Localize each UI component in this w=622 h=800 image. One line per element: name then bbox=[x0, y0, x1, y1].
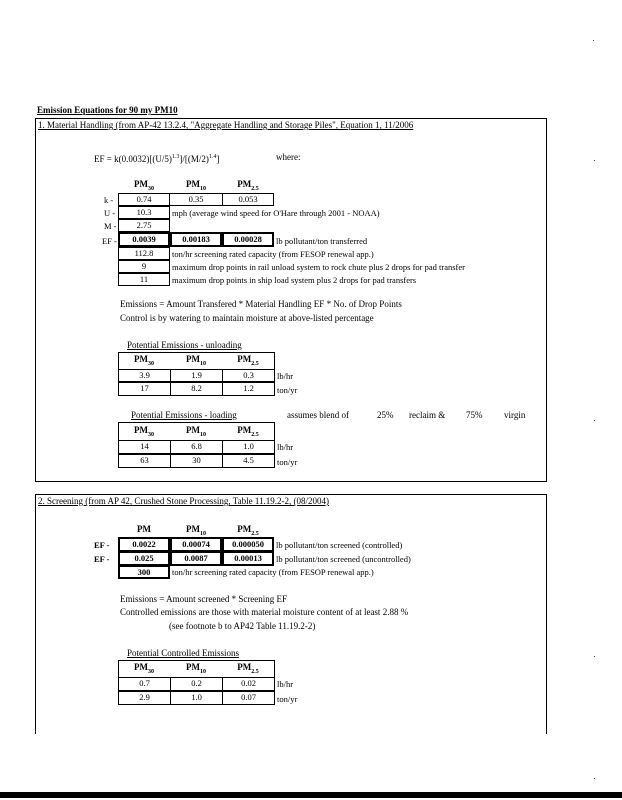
loading-reclaim: reclaim & bbox=[409, 410, 446, 420]
s1-emissions-line: Emissions = Amount Transfered * Material Handling EF * No. of Drop Points bbox=[120, 299, 402, 309]
ef-equation: EF = $k(0.0032)[(U/5)^{1.3}]/[(M/2)^{1.4}]$ bbox=[94, 154, 220, 164]
s2-potential-header-pm25: $PM_{2.5}$ bbox=[237, 662, 259, 675]
s2-potential-r2-unit: ton/yr bbox=[277, 694, 298, 704]
page-title: Emission Equations for 90 my PM10 bbox=[37, 105, 178, 115]
s1-control-line: Control is by watering to maintain moisture at above-listed percentage bbox=[120, 313, 374, 323]
loading-header-pm30: $PM_{30}$ bbox=[134, 425, 154, 438]
scan-bottom-edge bbox=[0, 792, 622, 798]
unloading-title: Potential Emissions - unloading bbox=[127, 340, 242, 350]
loading-r1-pm25: 1.0 bbox=[222, 440, 275, 454]
scan-speck bbox=[594, 778, 595, 779]
loading-r2-pm10: 30 bbox=[170, 454, 223, 468]
unloading-r1-pm10: 1.9 bbox=[170, 369, 223, 382]
k-pm10: 0.35 bbox=[169, 193, 223, 206]
k-label: k - bbox=[104, 195, 114, 205]
loading-pct2: 75% bbox=[466, 410, 483, 420]
s2-ef1-pm: 0.0022 bbox=[118, 537, 170, 552]
loading-r2-pm25: 4.5 bbox=[222, 454, 275, 468]
s2-potential-header-pm10: $PM_{10}$ bbox=[186, 662, 206, 675]
extra-capacity-value: 112.8 bbox=[118, 247, 170, 260]
loading-r1-unit: lb/hr bbox=[277, 442, 294, 452]
unloading-r2-pm25: 1.2 bbox=[222, 382, 275, 396]
s2-ef2-pm10: 0.0087 bbox=[170, 551, 222, 566]
s2-ef2-pm25: 0.00013 bbox=[222, 551, 274, 566]
unloading-r1-unit: lb/hr bbox=[277, 371, 294, 381]
ef-pm30: 0.0039 bbox=[118, 232, 170, 247]
s2-potential-r1-pm30: 0.7 bbox=[118, 677, 171, 691]
s2-header-pm bbox=[118, 524, 170, 535]
loading-r2-unit: ton/yr bbox=[277, 457, 298, 467]
loading-r1-pm30: 14 bbox=[118, 440, 171, 454]
unloading-r2-pm30: 17 bbox=[118, 382, 171, 396]
k-pm25: 0.053 bbox=[222, 193, 274, 206]
s2-header-pm25: $PM_{2.5}$ bbox=[237, 524, 259, 537]
ef-pm10: 0.00183 bbox=[170, 232, 222, 247]
s2-potential-r1-pm25: 0.02 bbox=[222, 677, 275, 691]
s2-ef2-desc: lb pollutant/ton screened (uncontrolled) bbox=[276, 554, 411, 564]
unloading-r2-unit: ton/yr bbox=[277, 385, 298, 395]
scan-speck bbox=[594, 160, 595, 161]
ef-desc: lb pollutant/ton transferred bbox=[276, 236, 368, 246]
scan-speck bbox=[593, 40, 594, 41]
u-value: 10.3 bbox=[118, 206, 170, 219]
loading-pct1: 25% bbox=[377, 410, 394, 420]
s2-capacity-value: 300 bbox=[118, 565, 170, 579]
ef-pm25: 0.00028 bbox=[222, 232, 274, 247]
extra-ship-drops-desc: maximum drop points in ship load system plus 2 drops for pad transfers bbox=[172, 275, 417, 285]
s2-capacity-desc: ton/hr screening rated capacity (from FESOP renewal app.) bbox=[172, 567, 374, 577]
s1-header-pm10: $PM_{10}$ bbox=[186, 179, 206, 192]
s2-ef1-pm25: 0.000050 bbox=[222, 537, 274, 552]
section1-heading: 1. Material Handling (from AP-42 13.2.4, "Aggregate Handling and Storage Piles", Equation 1, 11/2006 bbox=[38, 120, 414, 130]
s1-header-pm30: $PM_{30}$ bbox=[134, 179, 154, 192]
s2-potential-r2-pm25: 0.07 bbox=[222, 691, 275, 705]
s2-controlled-line: Controlled emissions are those with material moisture content of at least 2.88 % bbox=[120, 607, 409, 617]
s2-header-pm10: $PM_{10}$ bbox=[186, 524, 206, 537]
unloading-header-pm10: $PM_{10}$ bbox=[186, 354, 206, 367]
loading-r1-pm10: 6.8 bbox=[170, 440, 223, 454]
loading-virgin: virgin bbox=[504, 410, 526, 420]
s2-footnote-line: (see footnote b to AP42 Table 11.19.2-2) bbox=[169, 621, 316, 631]
s2-potential-header-pm30: $PM_{30}$ bbox=[134, 662, 154, 675]
loading-r2-pm30: 63 bbox=[118, 454, 171, 468]
extra-rail-drops-value: 9 bbox=[118, 260, 170, 273]
m-value: 2.75 bbox=[118, 219, 170, 232]
section2-heading: 2. Screening (from AP 42, Crushed Stone Processing, Table 11.19.2-2, (08/2004) bbox=[38, 496, 330, 506]
s2-ef1-pm10: 0.00074 bbox=[170, 537, 222, 552]
unloading-r1-pm30: 3.9 bbox=[118, 369, 171, 382]
loading-header-pm10: $PM_{10}$ bbox=[186, 425, 206, 438]
k-pm30: 0.74 bbox=[118, 193, 170, 206]
scan-speck bbox=[594, 656, 595, 657]
loading-title: Potential Emissions - loading bbox=[131, 410, 237, 420]
unloading-header-pm25: $PM_{2.5}$ bbox=[237, 354, 259, 367]
where-label: where: bbox=[276, 152, 301, 162]
extra-capacity-desc: ton/hr screening rated capacity (from FESOP renewal app.) bbox=[172, 249, 374, 259]
u-label: U - bbox=[104, 208, 116, 218]
s2-header-pm-text: PM bbox=[137, 524, 151, 534]
s2-potential-title: Potential Controlled Emissions bbox=[127, 648, 239, 658]
s2-emissions-line: Emissions = Amount screened * Screening EF bbox=[120, 594, 288, 604]
s2-ef1-label: EF - bbox=[94, 540, 110, 550]
unloading-r2-pm10: 8.2 bbox=[170, 382, 223, 396]
s2-ef2-pm: 0.025 bbox=[118, 551, 170, 566]
scan-speck bbox=[594, 420, 595, 421]
s2-potential-r1-unit: lb/hr bbox=[277, 679, 294, 689]
unloading-header-pm30: $PM_{30}$ bbox=[134, 354, 154, 367]
s2-ef2-label: EF - bbox=[94, 554, 110, 564]
extra-ship-drops-value: 11 bbox=[118, 273, 170, 286]
m-label: M - bbox=[104, 221, 117, 231]
s2-potential-r2-pm10: 1.0 bbox=[170, 691, 223, 705]
extra-rail-drops-desc: maximum drop points in rail unload system to rock chute plus 2 drops for pad transfer bbox=[172, 262, 465, 272]
loading-header-pm25: $PM_{2.5}$ bbox=[237, 425, 259, 438]
loading-note-prefix: assumes blend of bbox=[287, 410, 349, 420]
unloading-r1-pm25: 0.3 bbox=[222, 369, 275, 382]
u-desc: mph (average wind speed for O'Hare through 2001 - NOAA) bbox=[172, 208, 380, 218]
ef-label: EF - bbox=[102, 236, 117, 246]
s2-potential-r1-pm10: 0.2 bbox=[170, 677, 223, 691]
s2-ef1-desc: lb pollutant/ton screened (controlled) bbox=[276, 540, 403, 550]
s1-header-pm25: $PM_{2.5}$ bbox=[237, 179, 259, 192]
s2-potential-r2-pm30: 2.9 bbox=[118, 691, 171, 705]
